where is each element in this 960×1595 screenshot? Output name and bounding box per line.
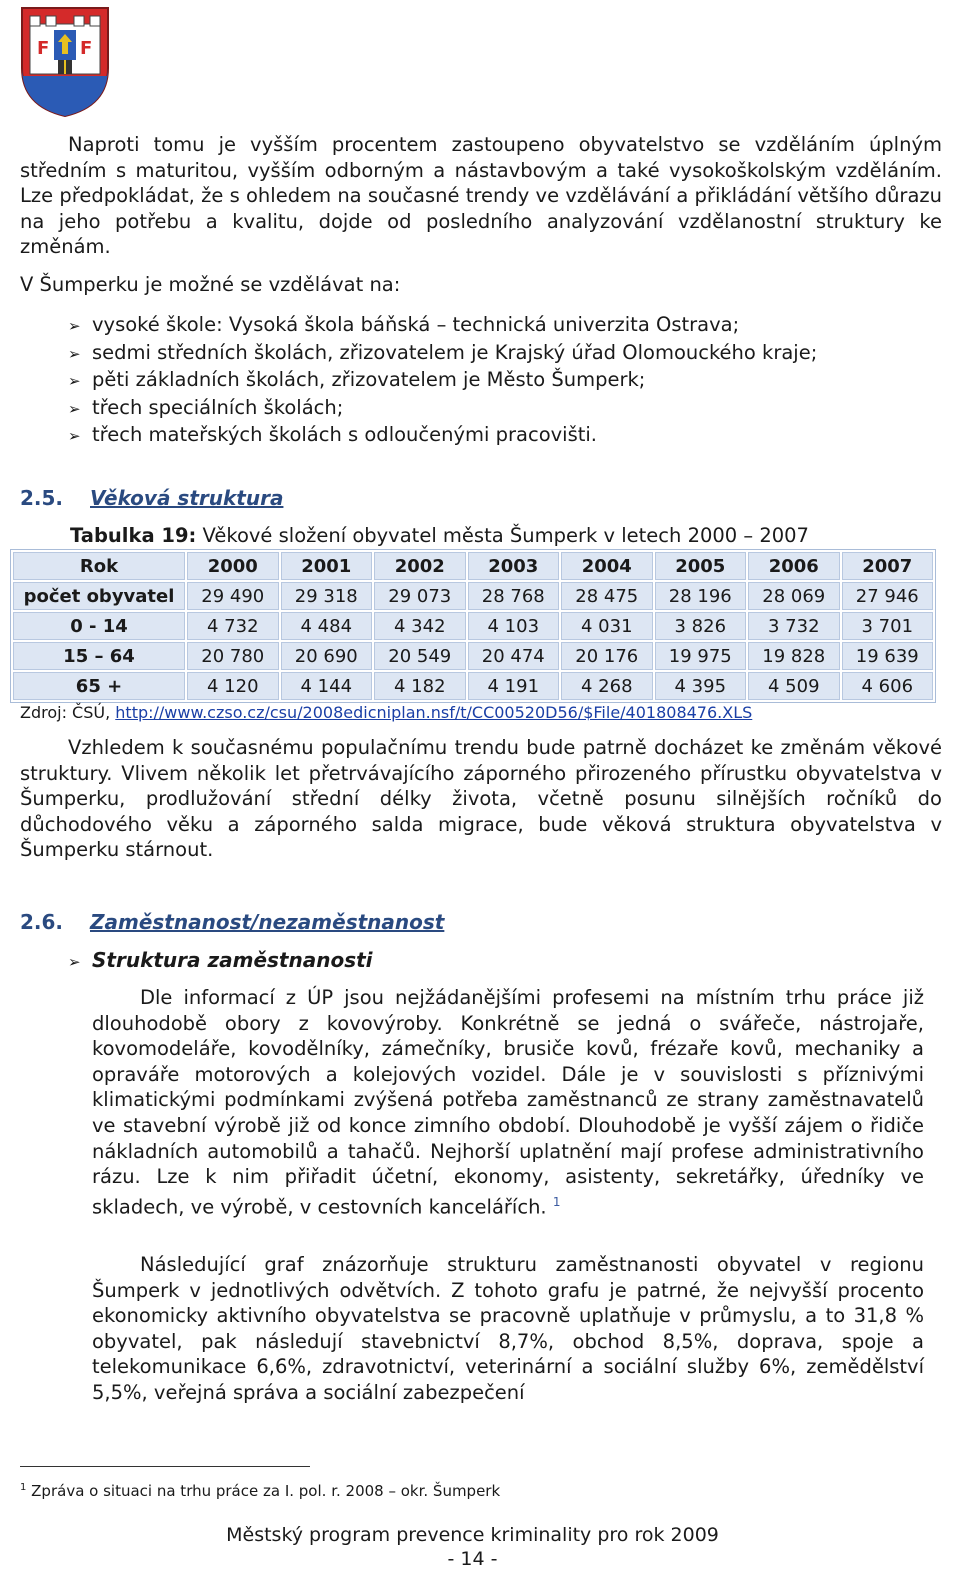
table-cell: 4 182 [374, 672, 466, 700]
employment-paragraph-2: Následující graf znázorňuje strukturu zaměstnanosti obyvatel v regionu Šumperk v jednotlivých odvětvích. Z tohoto grafu je patrné, že nejvyšší procento ekonomicky aktivního obyvatelstva se pracovně uplatňuje v průmyslu, a to 31,8 % obyvatel, pak následují stavebnictví 8,7%, obchod 8,5%, doprava, spoje a telekomunikace 6,6%, zdravotnictví, veterinární a sociální služby 6%, zemědělství 5,5%, veřejná správa a sociální zabezpečení [92, 1253, 924, 1404]
table-cell: 20 549 [374, 642, 466, 670]
list-item: ➢ třech mateřských školách s odloučenými pracovišti. [68, 422, 817, 450]
table-cell: 2005 [655, 552, 747, 580]
table-cell: 4 509 [748, 672, 840, 700]
footnote-divider [20, 1466, 310, 1467]
arrow-bullet-icon: ➢ [68, 399, 81, 418]
table-cell: 19 828 [748, 642, 840, 670]
table-cell: 2004 [561, 552, 653, 580]
table-source: Zdroj: ČSÚ, http://www.czso.cz/csu/2008edicniplan.nsf/t/CC00520D56/$File/401808476.XLS [20, 703, 753, 722]
arrow-bullet-icon: ➢ [68, 344, 81, 363]
table-cell: 2006 [748, 552, 840, 580]
table-cell: 2002 [374, 552, 466, 580]
list-item: ➢ třech speciálních školách; [68, 395, 817, 423]
table-cell: 27 946 [842, 582, 934, 610]
footnote: $^1$ Zpráva o situaci na trhu práce za I. pol. r. 2008 – okr. Šumperk [20, 1482, 501, 1500]
section-heading-2-5: 2.5. Věková struktura [20, 486, 284, 510]
list-item: ➢ sedmi středních školách, zřizovatelem je Krajský úřad Olomouckého kraje; [68, 340, 817, 368]
arrow-bullet-icon: ➢ [68, 372, 81, 391]
table-cell: 19 639 [842, 642, 934, 670]
age-paragraph: Vzhledem k současnému populačnímu trendu bude patrně docházet ke změnám věkové struktury. Vlivem několik let přetrvávajícího záporného přirozeného přírustku obyvatelstva v Šumperku, prodlužování střední délky života, včetně posunu silnějších ročníků do důchodového věku a záporného salda migrace, bude věková struktura obyvatelstva v Šumperku stárnout. [20, 736, 942, 862]
coat-of-arms-logo [20, 6, 110, 118]
education-list [68, 312, 817, 450]
row-label: 0 - 14 [13, 612, 185, 640]
page-number: - 14 - [447, 1548, 498, 1570]
table-cell: Rok [13, 552, 185, 580]
table-cell: 4 191 [468, 672, 560, 700]
table-row [13, 672, 933, 700]
table-cell: 4 342 [374, 612, 466, 640]
table-cell: 4 120 [187, 672, 279, 700]
table-cell: 19 975 [655, 642, 747, 670]
table-cell: 20 690 [281, 642, 373, 670]
table-row [13, 642, 933, 670]
table-cell: 29 490 [187, 582, 279, 610]
table-cell: 28 069 [748, 582, 840, 610]
table-cell: 28 196 [655, 582, 747, 610]
table-cell: 3 826 [655, 612, 747, 640]
svg-text:F: F [80, 38, 93, 59]
table-cell: 4 484 [281, 612, 373, 640]
table-cell: 29 318 [281, 582, 373, 610]
table-row [13, 612, 933, 640]
education-intro: V Šumperku je možné se vzdělávat na: [20, 273, 401, 296]
source-link[interactable]: http://www.czso.cz/csu/2008edicniplan.nsf/t/CC00520D56/$File/401808476.XLS [115, 703, 753, 722]
table-cell: 28 768 [468, 582, 560, 610]
table-row [13, 582, 933, 610]
table-cell: 20 474 [468, 642, 560, 670]
table-header-row [13, 552, 933, 580]
table-caption: Tabulka 19: Věkové složení obyvatel města Šumperk v letech 2000 – 2007 [70, 524, 809, 547]
table-cell: 29 073 [374, 582, 466, 610]
age-structure-table [10, 549, 936, 703]
row-label: 65 + [13, 672, 185, 700]
footnote-ref[interactable]: 1 [552, 1194, 561, 1209]
arrow-bullet-icon: ➢ [68, 953, 81, 971]
table-cell: 20 176 [561, 642, 653, 670]
footer-title: Městský program prevence kriminality pro rok 2009 [226, 1524, 719, 1546]
table-cell: 2001 [281, 552, 373, 580]
section-heading-2-6: 2.6. Zaměstnanost/nezaměstnanost [20, 910, 445, 934]
list-item: ➢ vysoké škole: Vysoká škola báňská – technická univerzita Ostrava; [68, 312, 817, 340]
table-cell: 4 031 [561, 612, 653, 640]
table-cell: 2000 [187, 552, 279, 580]
employment-subheading: ➢ Struktura zaměstnanosti [68, 948, 373, 972]
table-cell: 4 732 [187, 612, 279, 640]
table-cell: 28 475 [561, 582, 653, 610]
table-cell: 4 268 [561, 672, 653, 700]
table-cell: 4 103 [468, 612, 560, 640]
table-cell: 4 144 [281, 672, 373, 700]
svg-text:F: F [37, 38, 50, 59]
table-cell: 2003 [468, 552, 560, 580]
table-cell: 4 395 [655, 672, 747, 700]
table-cell: 3 732 [748, 612, 840, 640]
row-label: počet obyvatel [13, 582, 185, 610]
list-item: ➢ pěti základních školách, zřizovatelem je Město Šumperk; [68, 367, 817, 395]
arrow-bullet-icon: ➢ [68, 427, 81, 446]
table-cell: 3 701 [842, 612, 934, 640]
table-cell: 2007 [842, 552, 934, 580]
coat-of-arms-icon [20, 6, 110, 118]
row-label: 15 – 64 [13, 642, 185, 670]
table-cell: 20 780 [187, 642, 279, 670]
intro-paragraph: Naproti tomu je vyšším procentem zastoupeno obyvatelstvo se vzděláním úplným středním s maturitou, vyšším odborným a nástavbovým a také vysokoškolským vzděláním. Lze předpokládat, že s ohledem na současné trendy ve vzdělávání a přikládání většího důrazu na jeho potřebu a kvalitu, dojde od posledního analyzování vzdělanostní struktury ke změnám. [20, 133, 942, 259]
table-cell: 4 606 [842, 672, 934, 700]
employment-paragraph-1: Dle informací z ÚP jsou nejžádanějšími profesemi na místním trhu práce již dlouhodobě obory z kovovýroby. Konkrétně se jedná o svářeče, nástrojaře, kovomodeláře, kovodělníky, zámečníky, brusiče kovů, frézaře kovů, mechaniky a opraváře motorových a kolejových vozidel. Dále je v souvislosti s příznivými klimatickými podmínkami zvýšená potřeba zaměstnanců ze strany zaměstnavatelů ve stavební výrobě již od konce zimního období. Dlouhodobě je vyšší zájem o řidiče nákladních automobilů a tahačů. Nejhorší uplatnění mají profese administrativního rázu. Lze k nim přiřadit účetní, ekonomy, asistenty, sekretářky, úředníky ve skladech, ve výrobě, v cestovních kancelářích. $^1$ [92, 986, 924, 1219]
arrow-bullet-icon: ➢ [68, 317, 81, 335]
